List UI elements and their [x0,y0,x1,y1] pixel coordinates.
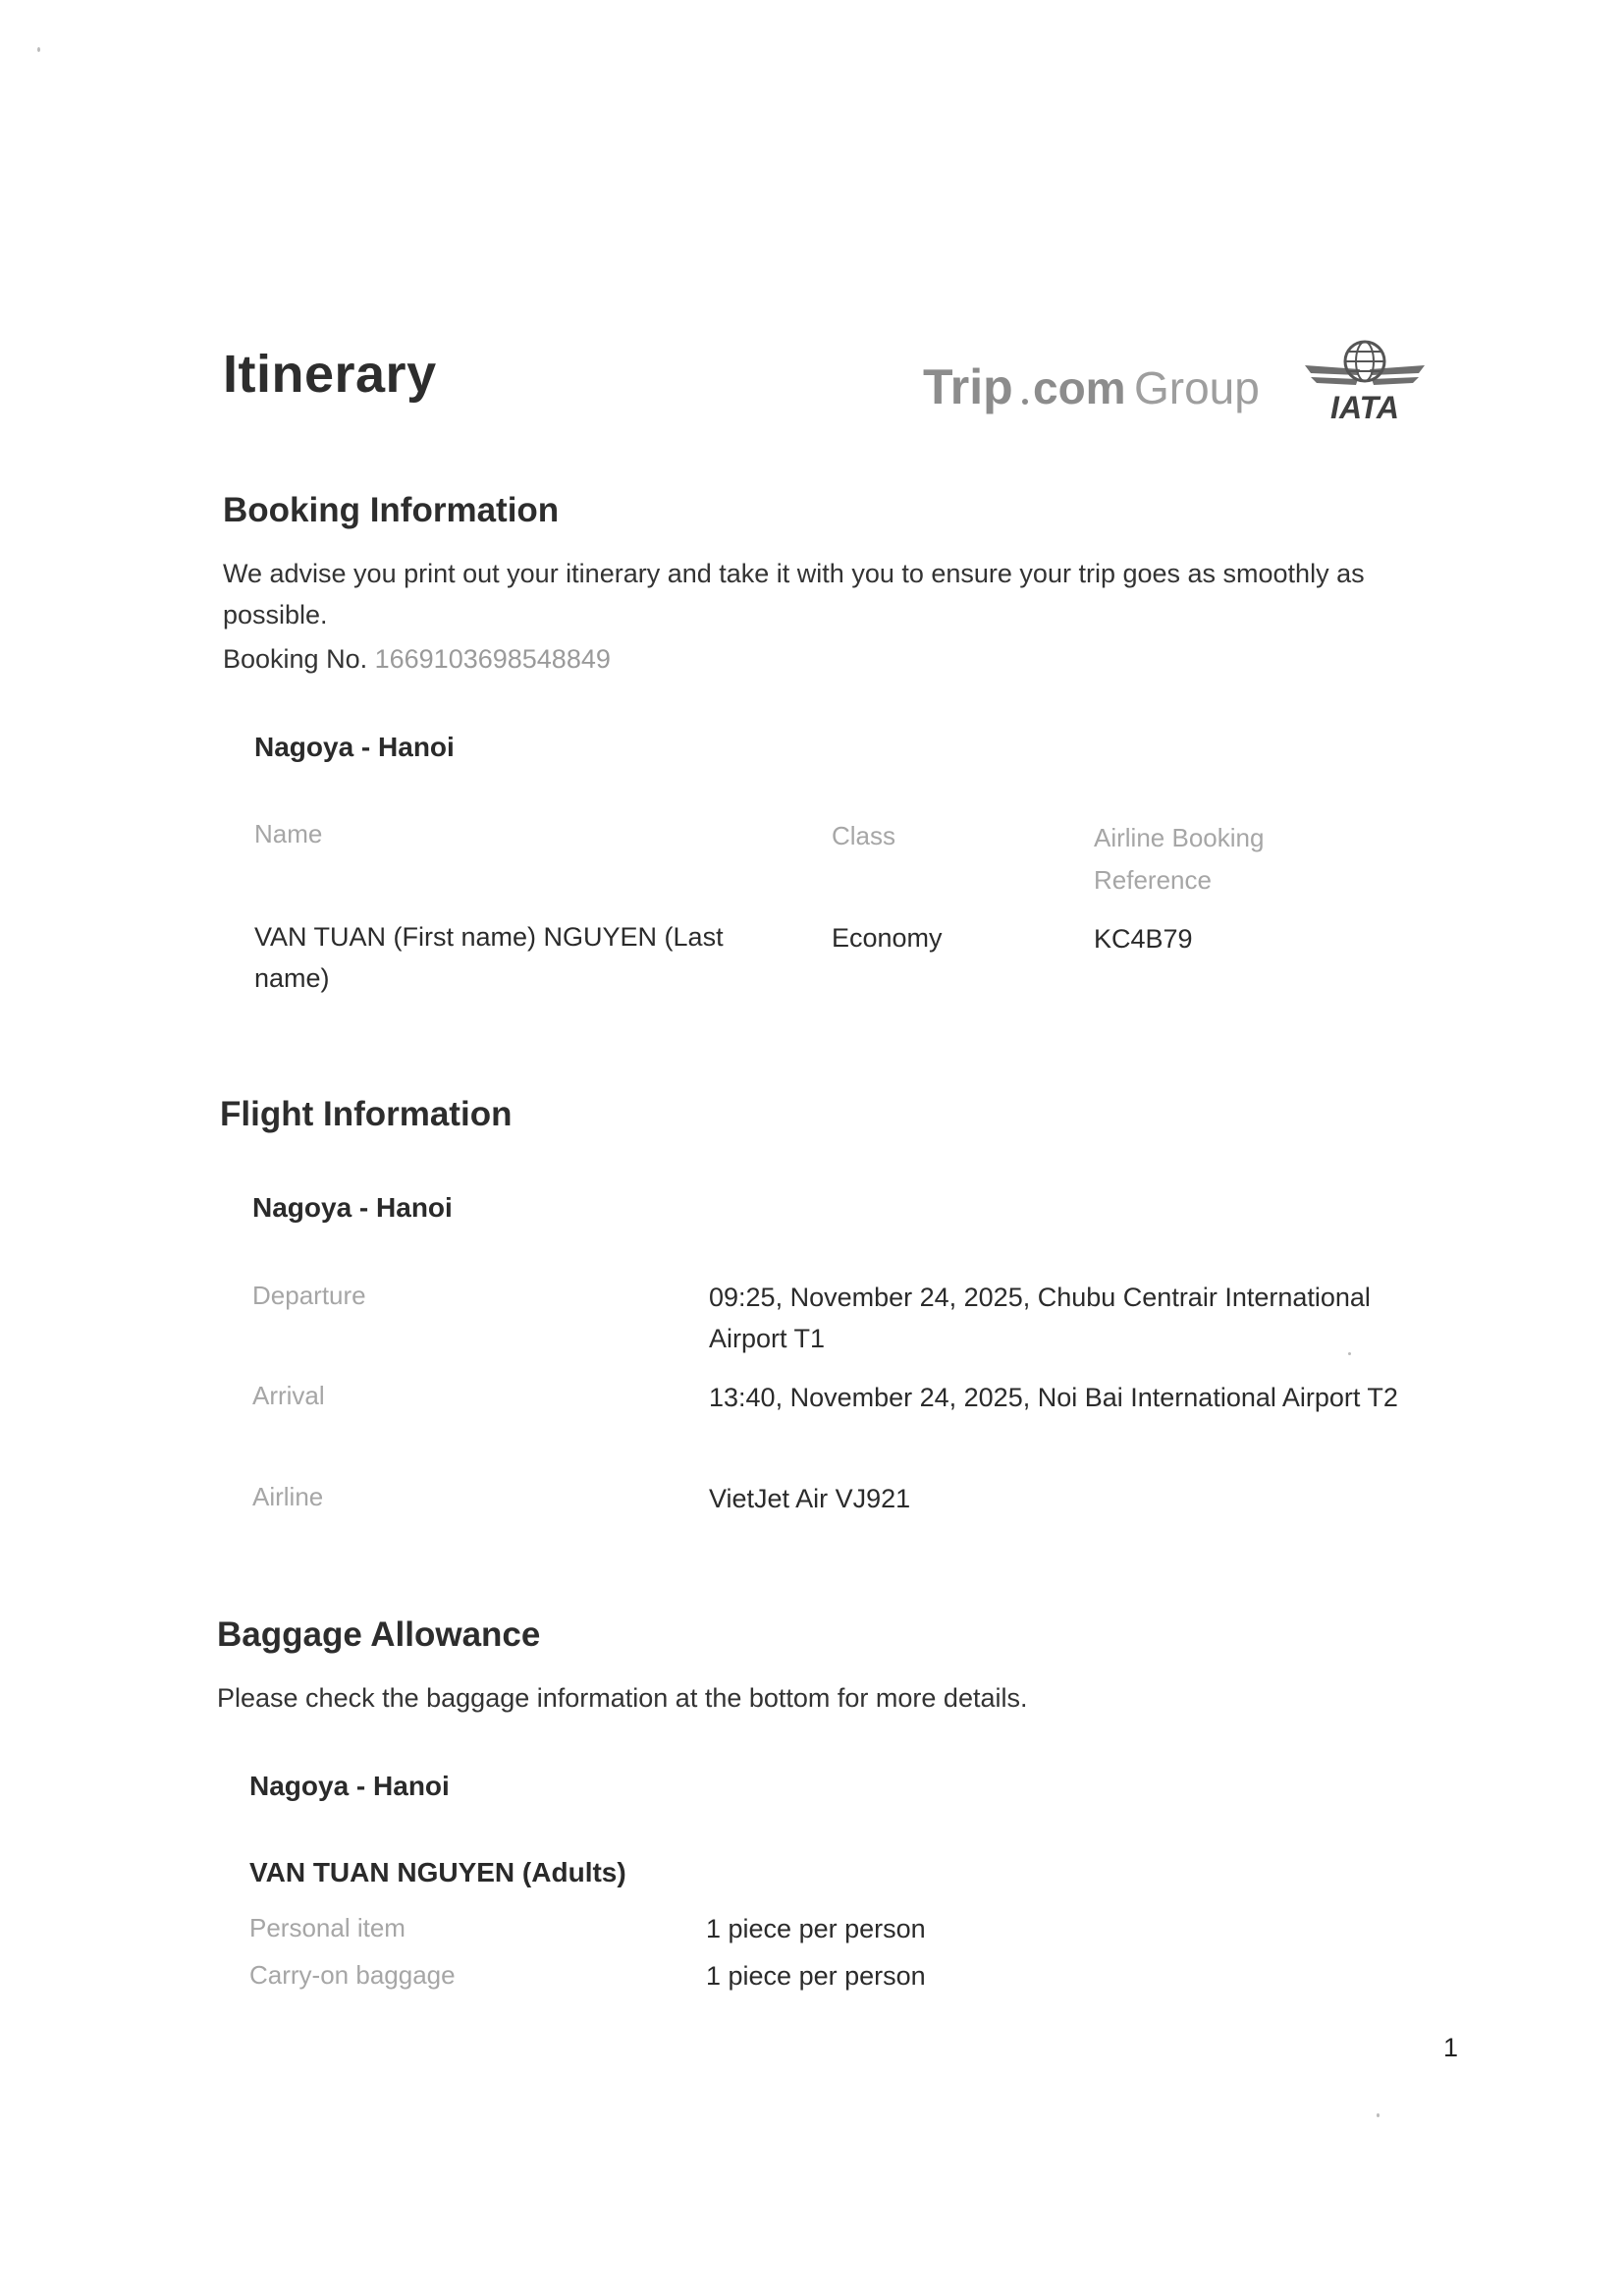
iata-logo [1301,336,1429,422]
booking-number-label: Booking No. [223,644,368,674]
booking-number-line [223,638,611,680]
page-title: Itinerary [223,345,437,404]
svg-text:com: com [1033,362,1126,413]
name-column-header: Name [254,819,323,848]
departure-label: Departure [252,1281,366,1310]
flight-information-heading: Flight Information [220,1095,513,1133]
scan-speck [1348,1352,1351,1355]
booking-number-value: 1669103698548849 [374,644,611,674]
passenger-name: VAN TUAN (First name) NGUYEN (Last name) [254,922,724,993]
booking-route: Nagoya - Hanoi [254,732,455,762]
class-column-header: Class [832,821,896,850]
baggage-route: Nagoya - Hanoi [249,1771,450,1801]
flight-route: Nagoya - Hanoi [252,1192,453,1223]
svg-text:IATA: IATA [1330,390,1399,422]
baggage-passenger: VAN TUAN NGUYEN (Adults) [249,1857,626,1887]
booking-advice-text: We advise you print out your itinerary and take it with you to ensure your trip goes as smoothly as possible. [223,559,1365,629]
svg-text:Trip: Trip [923,359,1013,414]
baggage-allowance-heading: Baggage Allowance [217,1615,541,1654]
airline-value: VietJet Air VJ921 [709,1484,911,1513]
departure-value: 09:25, November 24, 2025, Chubu Centrair International Airport T1 [709,1283,1371,1353]
booking-information-heading: Booking Information [223,491,560,529]
arrival-label: Arrival [252,1381,325,1410]
page-number: 1 [1443,2033,1459,2062]
personal-item-label: Personal item [249,1913,406,1942]
personal-item-value: 1 piece per person [706,1914,926,1943]
airline-label: Airline [252,1482,324,1511]
carry-on-baggage-value: 1 piece per person [706,1961,926,1991]
scan-speck [37,47,40,52]
scan-speck [1377,2113,1380,2117]
airline-booking-reference: KC4B79 [1094,924,1193,954]
passenger-class: Economy [832,923,943,953]
svg-text:Group: Group [1134,362,1260,413]
reference-column-header: Airline Booking Reference [1094,823,1265,895]
baggage-note: Please check the baggage information at the bottom for more details. [217,1683,1028,1713]
carry-on-baggage-label: Carry-on baggage [249,1960,456,1990]
arrival-value: 13:40, November 24, 2025, Noi Bai International Airport T2 [709,1383,1398,1412]
tripcom-group-logo [923,358,1276,417]
